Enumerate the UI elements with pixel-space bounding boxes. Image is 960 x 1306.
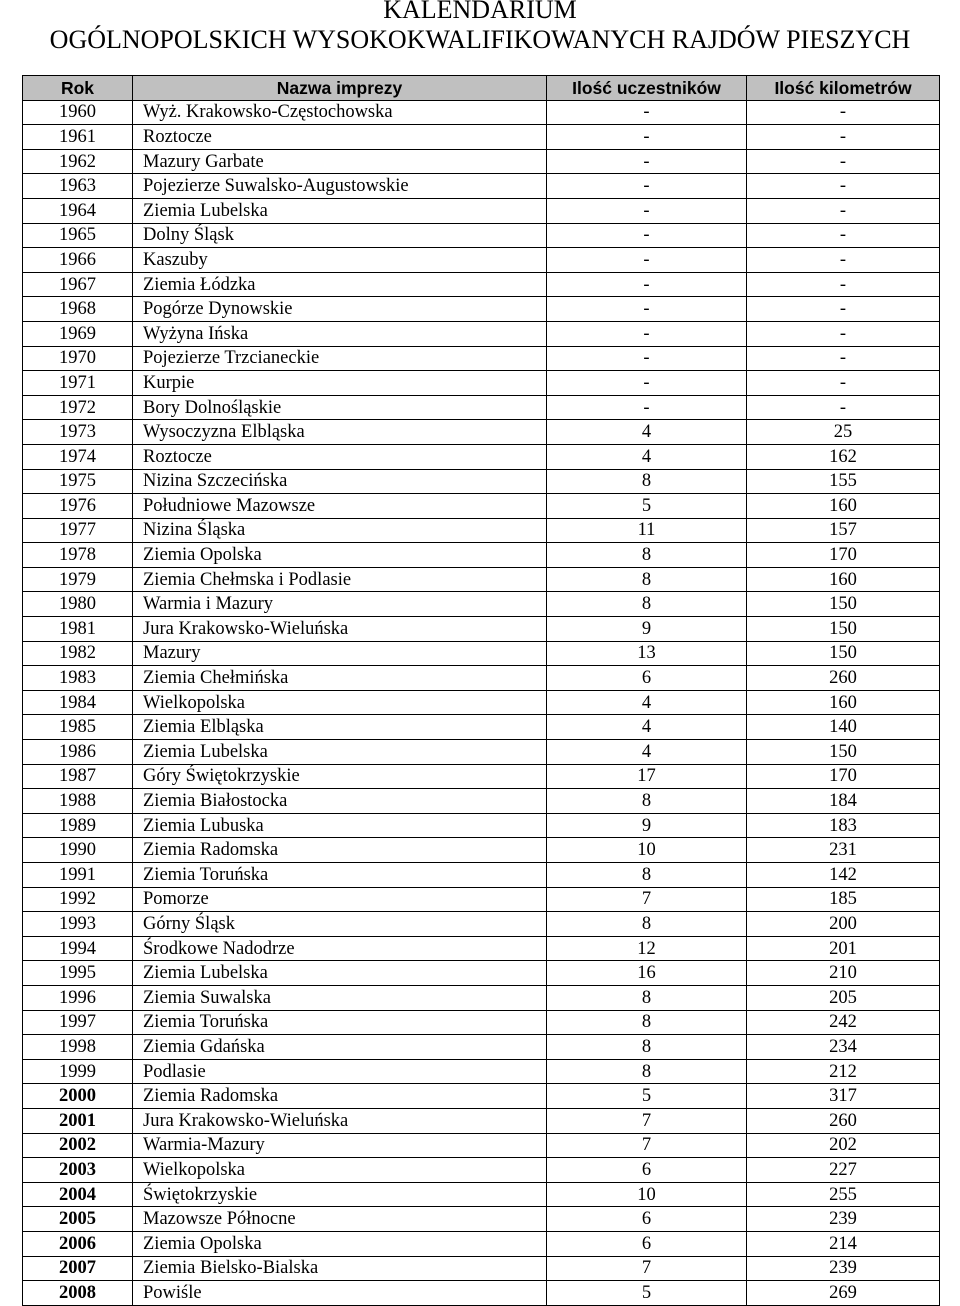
- year-cell: 1998: [23, 1035, 133, 1060]
- year-cell: 1992: [23, 887, 133, 912]
- header-row: [23, 76, 940, 101]
- table-row: [23, 1084, 940, 1109]
- kilometers-cell: -: [747, 149, 940, 174]
- participants-cell: 16: [547, 961, 747, 986]
- participants-cell: 8: [547, 789, 747, 814]
- participants-cell: 12: [547, 936, 747, 961]
- year-cell: 1993: [23, 912, 133, 937]
- event-name-cell: Południowe Mazowsze: [133, 494, 547, 519]
- event-name-cell: Podlasie: [133, 1059, 547, 1084]
- kilometers-cell: -: [747, 371, 940, 396]
- kilometers-cell: 317: [747, 1084, 940, 1109]
- kilometers-cell: 150: [747, 641, 940, 666]
- participants-cell: 6: [547, 1207, 747, 1232]
- year-cell: 1981: [23, 617, 133, 642]
- event-name-cell: Wyż. Krakowsko-Częstochowska: [133, 100, 547, 125]
- kilometers-cell: 200: [747, 912, 940, 937]
- year-cell: 2007: [23, 1256, 133, 1281]
- event-name-cell: Pojezierze Trzcianeckie: [133, 346, 547, 371]
- table-row: [23, 690, 940, 715]
- participants-cell: 5: [547, 1281, 747, 1306]
- kilometers-cell: 239: [747, 1207, 940, 1232]
- kilometers-cell: 201: [747, 936, 940, 961]
- year-cell: 2000: [23, 1084, 133, 1109]
- table-row: [23, 198, 940, 223]
- kilometers-cell: 210: [747, 961, 940, 986]
- participants-cell: 8: [547, 1010, 747, 1035]
- event-name-cell: Pogórze Dynowskie: [133, 297, 547, 322]
- year-cell: 1999: [23, 1059, 133, 1084]
- event-name-cell: Roztocze: [133, 444, 547, 469]
- participants-cell: 6: [547, 1231, 747, 1256]
- participants-cell: 8: [547, 543, 747, 568]
- kilometers-cell: -: [747, 174, 940, 199]
- kilometers-cell: 212: [747, 1059, 940, 1084]
- table-row: [23, 420, 940, 445]
- year-cell: 1997: [23, 1010, 133, 1035]
- year-cell: 2005: [23, 1207, 133, 1232]
- event-name-cell: Ziemia Radomska: [133, 1084, 547, 1109]
- participants-cell: 11: [547, 518, 747, 543]
- year-cell: 1963: [23, 174, 133, 199]
- table-row: [23, 813, 940, 838]
- kilometers-cell: 160: [747, 690, 940, 715]
- participants-cell: -: [547, 198, 747, 223]
- table-row: [23, 543, 940, 568]
- table-row: [23, 838, 940, 863]
- year-cell: 1989: [23, 813, 133, 838]
- participants-cell: 8: [547, 592, 747, 617]
- participants-cell: 13: [547, 641, 747, 666]
- participants-cell: -: [547, 321, 747, 346]
- table-row: [23, 617, 940, 642]
- event-name-cell: Warmia-Mazury: [133, 1133, 547, 1158]
- event-name-cell: Wielkopolska: [133, 690, 547, 715]
- participants-cell: -: [547, 346, 747, 371]
- table-row: [23, 961, 940, 986]
- year-cell: 1973: [23, 420, 133, 445]
- kilometers-cell: 234: [747, 1035, 940, 1060]
- kilometers-cell: 155: [747, 469, 940, 494]
- participants-cell: 7: [547, 887, 747, 912]
- kilometers-cell: 269: [747, 1281, 940, 1306]
- table-row: [23, 789, 940, 814]
- year-cell: 1969: [23, 321, 133, 346]
- event-name-cell: Wysoczyzna Elbląska: [133, 420, 547, 445]
- event-name-cell: Ziemia Suwalska: [133, 985, 547, 1010]
- year-cell: 2001: [23, 1108, 133, 1133]
- table-row: [23, 272, 940, 297]
- table-row: [23, 1281, 940, 1306]
- table-row: [23, 444, 940, 469]
- year-cell: 1982: [23, 641, 133, 666]
- year-cell: 1983: [23, 666, 133, 691]
- participants-cell: 8: [547, 1059, 747, 1084]
- year-cell: 1972: [23, 395, 133, 420]
- table-row: [23, 912, 940, 937]
- year-cell: 1968: [23, 297, 133, 322]
- year-cell: 1996: [23, 985, 133, 1010]
- participants-cell: 5: [547, 1084, 747, 1109]
- year-cell: 1990: [23, 838, 133, 863]
- kilometers-cell: 183: [747, 813, 940, 838]
- year-cell: 1977: [23, 518, 133, 543]
- participants-cell: 4: [547, 690, 747, 715]
- page-subtitle: OGÓLNOPOLSKICH WYSOKOKWALIFIKOWANYCH RAJDÓW PIESZYCH: [49, 25, 911, 54]
- participants-cell: 4: [547, 715, 747, 740]
- kilometers-cell: 25: [747, 420, 940, 445]
- year-cell: 1971: [23, 371, 133, 396]
- event-name-cell: Jura Krakowsko-Wieluńska: [133, 1108, 547, 1133]
- event-name-cell: Dolny Śląsk: [133, 223, 547, 248]
- participants-cell: 8: [547, 863, 747, 888]
- kilometers-cell: 150: [747, 592, 940, 617]
- year-cell: 1988: [23, 789, 133, 814]
- table-row: [23, 1256, 940, 1281]
- kilometers-cell: 239: [747, 1256, 940, 1281]
- event-name-cell: Pojezierze Suwalsko-Augustowskie: [133, 174, 547, 199]
- year-cell: 1985: [23, 715, 133, 740]
- participants-cell: -: [547, 395, 747, 420]
- year-cell: 2002: [23, 1133, 133, 1158]
- event-name-cell: Ziemia Radomska: [133, 838, 547, 863]
- event-name-cell: Pomorze: [133, 887, 547, 912]
- participants-cell: 17: [547, 764, 747, 789]
- year-cell: 2008: [23, 1281, 133, 1306]
- kilometers-cell: -: [747, 248, 940, 273]
- kilometers-cell: 185: [747, 887, 940, 912]
- participants-cell: -: [547, 248, 747, 273]
- table-row: [23, 592, 940, 617]
- event-name-cell: Warmia i Mazury: [133, 592, 547, 617]
- kilometers-cell: 184: [747, 789, 940, 814]
- year-cell: 1995: [23, 961, 133, 986]
- kilometers-cell: -: [747, 395, 940, 420]
- year-cell: 1984: [23, 690, 133, 715]
- participants-cell: -: [547, 174, 747, 199]
- event-name-cell: Ziemia Opolska: [133, 1231, 547, 1256]
- participants-cell: -: [547, 125, 747, 150]
- column-header-participants: Ilość uczestników: [547, 76, 747, 101]
- event-name-cell: Mazury: [133, 641, 547, 666]
- year-cell: 1976: [23, 494, 133, 519]
- kilometers-cell: -: [747, 297, 940, 322]
- participants-cell: -: [547, 223, 747, 248]
- table-header: [23, 76, 940, 101]
- event-name-cell: Ziemia Toruńska: [133, 1010, 547, 1035]
- kilometers-cell: 205: [747, 985, 940, 1010]
- event-name-cell: Ziemia Gdańska: [133, 1035, 547, 1060]
- table-row: [23, 125, 940, 150]
- year-cell: 2006: [23, 1231, 133, 1256]
- event-name-cell: Ziemia Bielsko-Bialska: [133, 1256, 547, 1281]
- event-name-cell: Wielkopolska: [133, 1158, 547, 1183]
- participants-cell: 8: [547, 1035, 747, 1060]
- year-cell: 2003: [23, 1158, 133, 1183]
- event-name-cell: Mazowsze Północne: [133, 1207, 547, 1232]
- kilometers-cell: 242: [747, 1010, 940, 1035]
- table-row: [23, 149, 940, 174]
- event-name-cell: Ziemia Białostocka: [133, 789, 547, 814]
- table-row: [23, 1010, 940, 1035]
- event-name-cell: Góry Świętokrzyskie: [133, 764, 547, 789]
- year-cell: 1964: [23, 198, 133, 223]
- table-row: [23, 174, 940, 199]
- kilometers-cell: 160: [747, 567, 940, 592]
- event-name-cell: Nizina Śląska: [133, 518, 547, 543]
- event-name-cell: Ziemia Lubelska: [133, 961, 547, 986]
- table-row: [23, 764, 940, 789]
- table-body: [23, 100, 940, 1305]
- kilometers-cell: -: [747, 198, 940, 223]
- kilometers-cell: 202: [747, 1133, 940, 1158]
- kilometers-cell: -: [747, 223, 940, 248]
- participants-cell: -: [547, 297, 747, 322]
- event-name-cell: Mazury Garbate: [133, 149, 547, 174]
- year-cell: 1960: [23, 100, 133, 125]
- table-row: [23, 100, 940, 125]
- participants-cell: 7: [547, 1133, 747, 1158]
- table-row: [23, 518, 940, 543]
- kilometers-cell: 260: [747, 666, 940, 691]
- year-cell: 1966: [23, 248, 133, 273]
- kilometers-cell: 170: [747, 764, 940, 789]
- participants-cell: 4: [547, 420, 747, 445]
- participants-cell: 5: [547, 494, 747, 519]
- year-cell: 1975: [23, 469, 133, 494]
- participants-cell: 10: [547, 1182, 747, 1207]
- year-cell: 1965: [23, 223, 133, 248]
- page-title: KALENDARIUM: [383, 0, 577, 24]
- event-name-cell: Środkowe Nadodrze: [133, 936, 547, 961]
- year-cell: 1978: [23, 543, 133, 568]
- kilometers-cell: 255: [747, 1182, 940, 1207]
- event-name-cell: Ziemia Łódzka: [133, 272, 547, 297]
- table-row: [23, 494, 940, 519]
- table-row: [23, 1108, 940, 1133]
- kilometers-cell: -: [747, 272, 940, 297]
- participants-cell: 6: [547, 666, 747, 691]
- year-cell: 1986: [23, 740, 133, 765]
- rally-calendar-table: [22, 75, 940, 1306]
- event-name-cell: Ziemia Lubuska: [133, 813, 547, 838]
- table-row: [23, 641, 940, 666]
- year-cell: 1970: [23, 346, 133, 371]
- table-row: [23, 297, 940, 322]
- event-name-cell: Ziemia Lubelska: [133, 198, 547, 223]
- kilometers-cell: 162: [747, 444, 940, 469]
- kilometers-cell: 142: [747, 863, 940, 888]
- year-cell: 2004: [23, 1182, 133, 1207]
- event-name-cell: Ziemia Chełmińska: [133, 666, 547, 691]
- participants-cell: 8: [547, 985, 747, 1010]
- table-row: [23, 223, 940, 248]
- year-cell: 1979: [23, 567, 133, 592]
- table-row: [23, 1133, 940, 1158]
- event-name-cell: Ziemia Elbląska: [133, 715, 547, 740]
- participants-cell: -: [547, 272, 747, 297]
- table-row: [23, 469, 940, 494]
- kilometers-cell: 157: [747, 518, 940, 543]
- table-row: [23, 1182, 940, 1207]
- event-name-cell: Świętokrzyskie: [133, 1182, 547, 1207]
- event-name-cell: Bory Dolnośląskie: [133, 395, 547, 420]
- participants-cell: 4: [547, 444, 747, 469]
- table-row: [23, 887, 940, 912]
- table-row: [23, 346, 940, 371]
- kilometers-cell: 260: [747, 1108, 940, 1133]
- event-name-cell: Powiśle: [133, 1281, 547, 1306]
- table-row: [23, 1158, 940, 1183]
- table-row: [23, 666, 940, 691]
- kilometers-cell: 150: [747, 740, 940, 765]
- table-row: [23, 1035, 940, 1060]
- kilometers-cell: 150: [747, 617, 940, 642]
- event-name-cell: Ziemia Lubelska: [133, 740, 547, 765]
- table-row: [23, 1207, 940, 1232]
- table-row: [23, 1231, 940, 1256]
- participants-cell: 7: [547, 1108, 747, 1133]
- table-row: [23, 395, 940, 420]
- kilometers-cell: 160: [747, 494, 940, 519]
- event-name-cell: Nizina Szczecińska: [133, 469, 547, 494]
- participants-cell: 8: [547, 912, 747, 937]
- table-row: [23, 985, 940, 1010]
- participants-cell: -: [547, 371, 747, 396]
- kilometers-cell: 170: [747, 543, 940, 568]
- table-row: [23, 740, 940, 765]
- participants-cell: 8: [547, 469, 747, 494]
- year-cell: 1967: [23, 272, 133, 297]
- participants-cell: 9: [547, 617, 747, 642]
- table-row: [23, 371, 940, 396]
- year-cell: 1994: [23, 936, 133, 961]
- participants-cell: 8: [547, 567, 747, 592]
- event-name-cell: Roztocze: [133, 125, 547, 150]
- event-name-cell: Górny Śląsk: [133, 912, 547, 937]
- kilometers-cell: -: [747, 346, 940, 371]
- table-row: [23, 567, 940, 592]
- kilometers-cell: 227: [747, 1158, 940, 1183]
- participants-cell: 4: [547, 740, 747, 765]
- year-cell: 1962: [23, 149, 133, 174]
- event-name-cell: Wyżyna Ińska: [133, 321, 547, 346]
- kilometers-cell: -: [747, 321, 940, 346]
- kilometers-cell: 231: [747, 838, 940, 863]
- table-row: [23, 936, 940, 961]
- table-row: [23, 1059, 940, 1084]
- event-name-cell: Kaszuby: [133, 248, 547, 273]
- table-row: [23, 248, 940, 273]
- kilometers-cell: 140: [747, 715, 940, 740]
- year-cell: 1961: [23, 125, 133, 150]
- participants-cell: -: [547, 149, 747, 174]
- participants-cell: 9: [547, 813, 747, 838]
- participants-cell: -: [547, 100, 747, 125]
- participants-cell: 10: [547, 838, 747, 863]
- kilometers-cell: -: [747, 100, 940, 125]
- year-cell: 1974: [23, 444, 133, 469]
- year-cell: 1991: [23, 863, 133, 888]
- event-name-cell: Ziemia Toruńska: [133, 863, 547, 888]
- event-name-cell: Jura Krakowsko-Wieluńska: [133, 617, 547, 642]
- kilometers-cell: 214: [747, 1231, 940, 1256]
- column-header-event-name: Nazwa imprezy: [133, 76, 547, 101]
- event-name-cell: Ziemia Chełmska i Podlasie: [133, 567, 547, 592]
- event-name-cell: Kurpie: [133, 371, 547, 396]
- column-header-kilometers: Ilość kilometrów: [747, 76, 940, 101]
- year-cell: 1987: [23, 764, 133, 789]
- participants-cell: 7: [547, 1256, 747, 1281]
- year-cell: 1980: [23, 592, 133, 617]
- table-row: [23, 321, 940, 346]
- table-row: [23, 715, 940, 740]
- event-name-cell: Ziemia Opolska: [133, 543, 547, 568]
- table-row: [23, 863, 940, 888]
- column-header-year: Rok: [23, 76, 133, 101]
- kilometers-cell: -: [747, 125, 940, 150]
- participants-cell: 6: [547, 1158, 747, 1183]
